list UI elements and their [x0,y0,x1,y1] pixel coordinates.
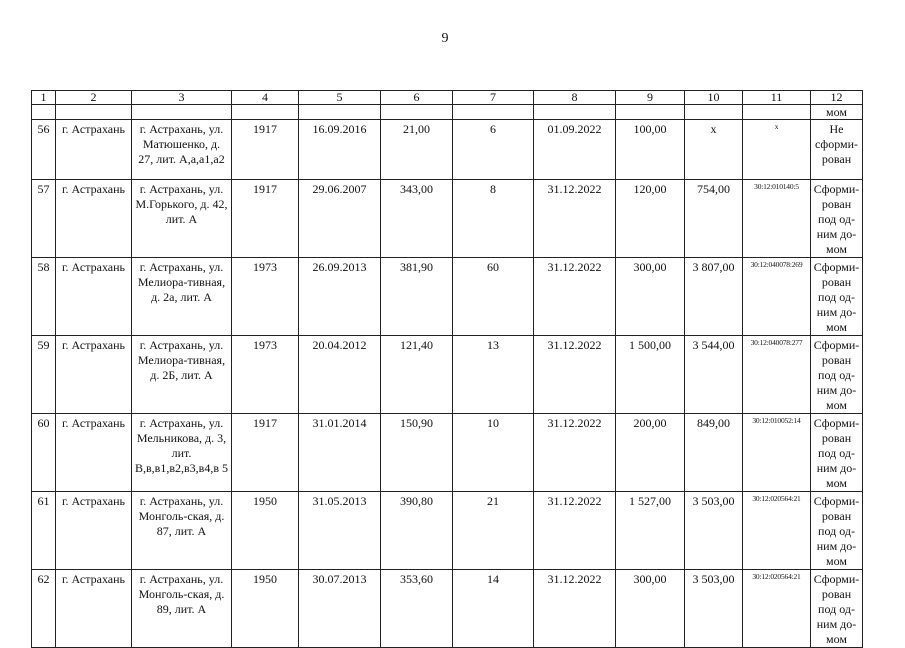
cell-city: г. Астрахань [56,414,132,492]
cell-status: Сформи-рован под од-ним до-мом [811,570,863,648]
cell-value-9: 300,00 [616,570,685,648]
cell-area: 343,00 [381,180,453,258]
cell-status: Сформи-рован под од-ним до-мом [811,492,863,570]
cell-date: 29.06.2007 [299,180,381,258]
cell-address: г. Астрахань, ул. Мелиора-тивная, д. 2а, лит. А [132,258,232,336]
cell-date: 26.09.2013 [299,258,381,336]
cell-deadline: 31.12.2022 [534,336,616,414]
table-row [32,414,863,492]
cell-number: 61 [32,492,56,570]
cell-cadastral: 30:12:010052:14 [743,414,811,492]
column-header: 12 [811,91,863,105]
cell-value-10: 3 503,00 [685,492,743,570]
table-row [32,570,863,648]
column-header: 9 [616,91,685,105]
cell-value-9: 1 500,00 [616,336,685,414]
cell-number: 57 [32,180,56,258]
cell-city: г. Астрахань [56,492,132,570]
cell-count: 13 [453,336,534,414]
column-header: 4 [232,91,299,105]
cell-address: г. Астрахань, ул. Монголь-ская, д. 89, лит. А [132,570,232,648]
housing-registry-table [31,90,863,648]
cell-value-9: 100,00 [616,120,685,180]
cell-year: 1917 [232,120,299,180]
continuation-text: мом [811,105,863,120]
table-row [32,336,863,414]
cell-count: 21 [453,492,534,570]
column-header: 7 [453,91,534,105]
column-header: 1 [32,91,56,105]
cell-deadline: 31.12.2022 [534,492,616,570]
cell-date: 30.07.2013 [299,570,381,648]
cell-year: 1917 [232,414,299,492]
cell-value-9: 120,00 [616,180,685,258]
cell-cadastral: х [743,120,811,180]
cell-value-10: 849,00 [685,414,743,492]
cell-count: 8 [453,180,534,258]
cell-status: Сформи-рован под од-ним до-мом [811,258,863,336]
cell-number: 59 [32,336,56,414]
cell-status: Сформи-рован под од-ним до-мом [811,336,863,414]
table-row [32,180,863,258]
column-header: 2 [56,91,132,105]
cell-address: г. Астрахань, ул. Матюшенко, д. 27, лит. А,а,а1,а2 [132,120,232,180]
column-header: 8 [534,91,616,105]
cell-deadline: 01.09.2022 [534,120,616,180]
cell-status: Сформи-рован под од-ним до-мом [811,180,863,258]
cell-value-9: 300,00 [616,258,685,336]
table-row [32,492,863,570]
cell-value-10: 3 503,00 [685,570,743,648]
header-row [32,91,863,105]
cell-date: 20.04.2012 [299,336,381,414]
cell-area: 150,90 [381,414,453,492]
cell-city: г. Астрахань [56,180,132,258]
cell-deadline: 31.12.2022 [534,414,616,492]
column-header: 6 [381,91,453,105]
cell-city: г. Астрахань [56,336,132,414]
continuation-row [32,105,863,120]
cell-deadline: 31.12.2022 [534,180,616,258]
cell-address: г. Астрахань, ул. Монголь-ская, д. 87, лит. А [132,492,232,570]
cell-area: 381,90 [381,258,453,336]
cell-status: Сформи-рован под од-ним до-мом [811,414,863,492]
cell-area: 21,00 [381,120,453,180]
cell-cadastral: 30:12:020564:21 [743,492,811,570]
cell-cadastral: 30:12:040078:269 [743,258,811,336]
column-header: 11 [743,91,811,105]
cell-address: г. Астрахань, ул. Мелиора-тивная, д. 2Б, лит. А [132,336,232,414]
cell-address: г. Астрахань, ул. Мельникова, д. 3, лит. В,в,в1,в2,в3,в4,в 5 [132,414,232,492]
cell-count: 10 [453,414,534,492]
column-header: 3 [132,91,232,105]
column-header: 10 [685,91,743,105]
cell-year: 1950 [232,570,299,648]
cell-value-10: х [685,120,743,180]
cell-cadastral: 30:12:020564:21 [743,570,811,648]
cell-number: 62 [32,570,56,648]
cell-count: 14 [453,570,534,648]
cell-city: г. Астрахань [56,570,132,648]
cell-value-10: 3 807,00 [685,258,743,336]
cell-deadline: 31.12.2022 [534,258,616,336]
cell-number: 56 [32,120,56,180]
cell-date: 16.09.2016 [299,120,381,180]
cell-cadastral: 30:12:040078:277 [743,336,811,414]
page-number: 9 [441,31,449,46]
table-row [32,120,863,180]
cell-address: г. Астрахань, ул. М.Горького, д. 42, лит. А [132,180,232,258]
cell-cadastral: 30:12:010140:5 [743,180,811,258]
cell-date: 31.01.2014 [299,414,381,492]
cell-status: Не сформи-рован [811,120,863,180]
cell-area: 121,40 [381,336,453,414]
cell-number: 58 [32,258,56,336]
cell-city: г. Астрахань [56,120,132,180]
table-row [32,258,863,336]
cell-year: 1973 [232,336,299,414]
column-header: 5 [299,91,381,105]
cell-number: 60 [32,414,56,492]
cell-year: 1917 [232,180,299,258]
cell-area: 353,60 [381,570,453,648]
cell-deadline: 31.12.2022 [534,570,616,648]
cell-count: 60 [453,258,534,336]
cell-year: 1950 [232,492,299,570]
cell-value-9: 1 527,00 [616,492,685,570]
cell-date: 31.05.2013 [299,492,381,570]
cell-value-9: 200,00 [616,414,685,492]
cell-value-10: 754,00 [685,180,743,258]
cell-city: г. Астрахань [56,258,132,336]
cell-year: 1973 [232,258,299,336]
cell-value-10: 3 544,00 [685,336,743,414]
cell-area: 390,80 [381,492,453,570]
cell-count: 6 [453,120,534,180]
